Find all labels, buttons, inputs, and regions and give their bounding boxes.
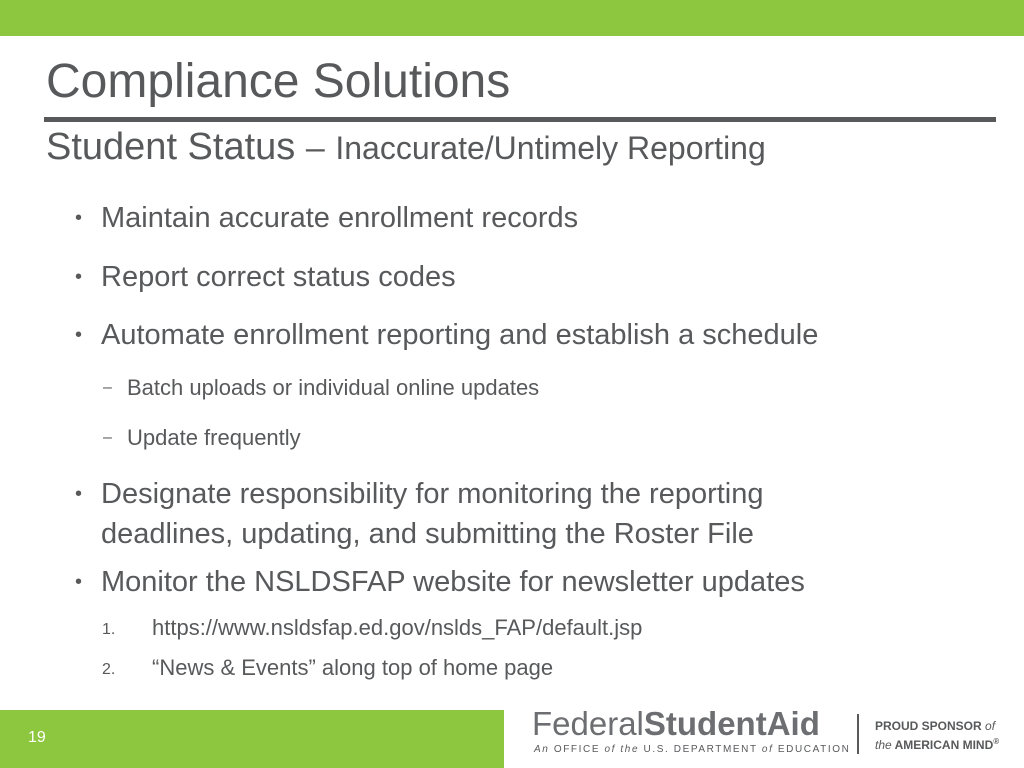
bullet-text: Automate enrollment reporting and establish a schedule [101, 319, 819, 351]
tagline-education: EDUCATION [777, 744, 851, 755]
tagline-of-2: of [761, 744, 774, 755]
tagline-an: An [534, 744, 550, 755]
registered-mark: ® [993, 737, 1000, 746]
bullet-marker: • [75, 483, 83, 505]
sponsor-the: the [875, 738, 892, 752]
bullet-marker: • [75, 207, 83, 229]
bullet-item [75, 474, 981, 554]
fsa-logo-tagline [534, 743, 850, 757]
bullet-item [75, 257, 981, 297]
tagline-of: of [604, 744, 617, 755]
bullet-text-line: Designate responsibility for monitoring the reporting [101, 478, 764, 510]
bullet-text: Monitor the NSLDSFAP website for newsletter updates [101, 566, 805, 598]
sub-bullet-marker: – [103, 429, 112, 446]
logo-student-aid-text: StudentAid [643, 705, 820, 742]
fsa-logo-wordmark [532, 704, 820, 744]
numbered-item [102, 653, 952, 683]
slide-title: Compliance Solutions [46, 55, 511, 108]
footer-green-bar [0, 710, 504, 768]
numbered-text: “News & Events” along top of home page [152, 655, 554, 680]
bullet-marker: • [75, 266, 83, 288]
bullet-marker: • [75, 324, 83, 346]
subtitle-main: Student Status [46, 126, 296, 168]
sponsor-text: PROUD SPONSOR [875, 719, 982, 733]
bullet-item [75, 562, 981, 602]
page-number: 19 [28, 729, 46, 746]
numbered-text: https://www.nsldsfap.ed.gov/nslds_FAP/default.jsp [152, 615, 643, 640]
tagline-dept: U.S. DEPARTMENT [643, 744, 758, 755]
sponsor-american-mind: AMERICAN MIND [894, 738, 994, 752]
bullet-text: Report correct status codes [101, 261, 456, 293]
sub-bullet-text: Batch uploads or individual online updates [127, 375, 540, 400]
sub-bullet-item [103, 373, 927, 403]
logo-divider [857, 714, 859, 754]
bullet-text: Maintain accurate enrollment records [101, 202, 579, 234]
bullet-item [75, 198, 981, 238]
bullet-text-line: deadlines, updating, and submitting the Roster File [101, 518, 754, 550]
tagline-the: the [620, 744, 640, 755]
logo-federal-text: Federal [532, 705, 644, 742]
number-marker: 2. [102, 661, 116, 678]
sub-bullet-marker: – [103, 379, 112, 396]
tagline-office: OFFICE [553, 744, 601, 755]
bullet-item [75, 315, 981, 355]
sponsor-line-2 [875, 735, 999, 752]
numbered-item [102, 613, 952, 643]
subtitle-dash: – [305, 129, 325, 167]
subtitle-rest: Inaccurate/Untimely Reporting [335, 130, 766, 166]
number-marker: 1. [102, 621, 116, 638]
sponsor-line-1 [875, 719, 995, 733]
sub-bullet-item [103, 423, 927, 453]
sponsor-of: of [985, 719, 996, 733]
bullet-marker: • [75, 571, 83, 593]
sub-bullet-text: Update frequently [127, 425, 301, 450]
